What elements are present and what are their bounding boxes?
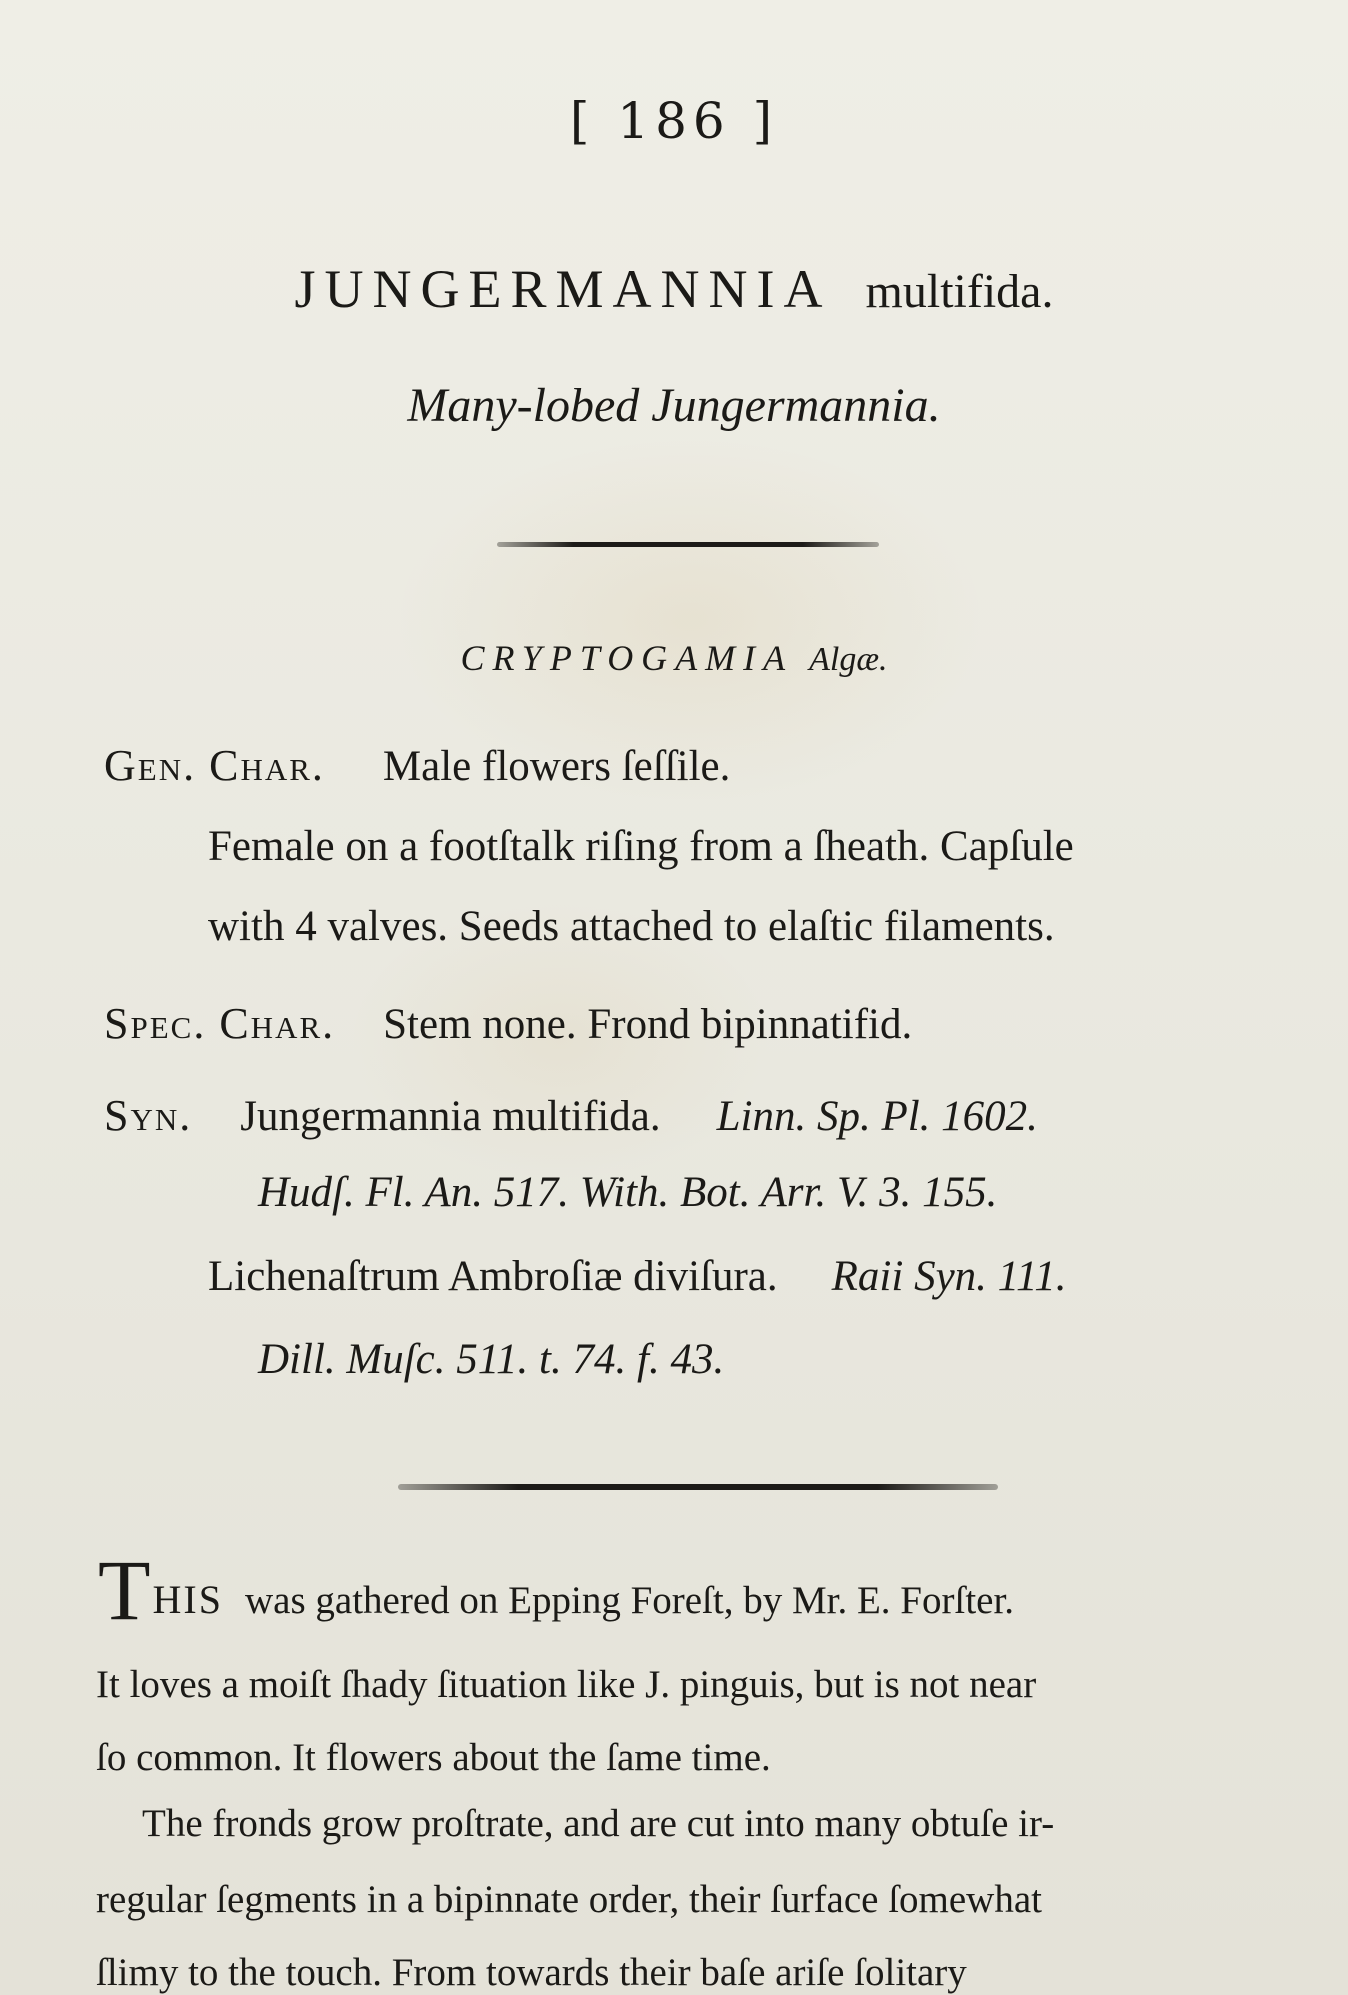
species-epithet: multifida. bbox=[865, 265, 1054, 318]
spec-char-label: Spec. Char. bbox=[104, 999, 336, 1048]
gen-char-continuation: Female on a footſtalk riſing from a ſheath. Capſule bbox=[208, 823, 1074, 870]
synonym-name: Jungermannia multifida. bbox=[240, 1093, 661, 1140]
synonym-citation: Linn. Sp. Pl. 1602. bbox=[716, 1093, 1038, 1140]
page-number: [ 186 ] bbox=[569, 92, 779, 150]
paragraph-text: was gathered on Epping Foreſt, by Mr. E. Forſter. bbox=[245, 1579, 1015, 1622]
generic-character bbox=[104, 740, 730, 791]
spec-char-text: Stem none. Frond bipinnatifid. bbox=[383, 1001, 913, 1048]
body-paragraph-line bbox=[98, 1542, 1015, 1638]
synonym-citation: Hudſ. Fl. An. 517. With. Bot. Arr. V. 3. 155. bbox=[258, 1169, 998, 1216]
synonymy bbox=[104, 1090, 1038, 1141]
class-name: CRYPTOGAMIA bbox=[460, 638, 794, 678]
gen-char-text: Male flowers ſeſſile. bbox=[382, 743, 731, 790]
body-paragraph-line: The fronds grow proſtrate, and are cut into many obtuſe ir- bbox=[142, 1802, 1055, 1845]
first-word: HIS bbox=[152, 1577, 223, 1622]
synonym-entry bbox=[208, 1252, 1067, 1301]
genus-name: JUNGERMANNIA bbox=[294, 259, 832, 319]
gen-char-continuation: with 4 valves. Seeds attached to elaſtic filaments. bbox=[208, 903, 1055, 950]
divider-rule bbox=[497, 542, 879, 547]
divider-rule bbox=[398, 1484, 998, 1490]
specific-character bbox=[104, 998, 912, 1049]
order-name: Algæ. bbox=[809, 641, 888, 678]
body-paragraph-line: regular ſegments in a bipinnate order, their ſurface ſomewhat bbox=[96, 1878, 1042, 1921]
synonym-citation: Dill. Muſc. 511. t. 74. f. 43. bbox=[258, 1336, 725, 1383]
body-paragraph-line: ſlimy to the touch. From towards their baſe ariſe ſolitary bbox=[96, 1951, 967, 1994]
synonym-name: Lichenaſtrum Ambroſiæ diviſura. bbox=[208, 1253, 778, 1300]
gen-char-label: Gen. Char. bbox=[104, 741, 325, 790]
body-paragraph-line: It loves a moiſt ſhady ſituation like J. pinguis, but is not near bbox=[96, 1663, 1037, 1706]
common-name: Many-lobed Jungermannia. bbox=[407, 379, 941, 432]
species-title bbox=[0, 258, 1348, 320]
body-paragraph-line: ſo common. It flowers about the ſame time. bbox=[96, 1736, 771, 1779]
drop-cap: T bbox=[98, 1542, 151, 1638]
syn-label: Syn. bbox=[104, 1091, 193, 1140]
synonym-citation: Raii Syn. 111. bbox=[831, 1253, 1067, 1300]
linnaean-class bbox=[0, 637, 1348, 679]
